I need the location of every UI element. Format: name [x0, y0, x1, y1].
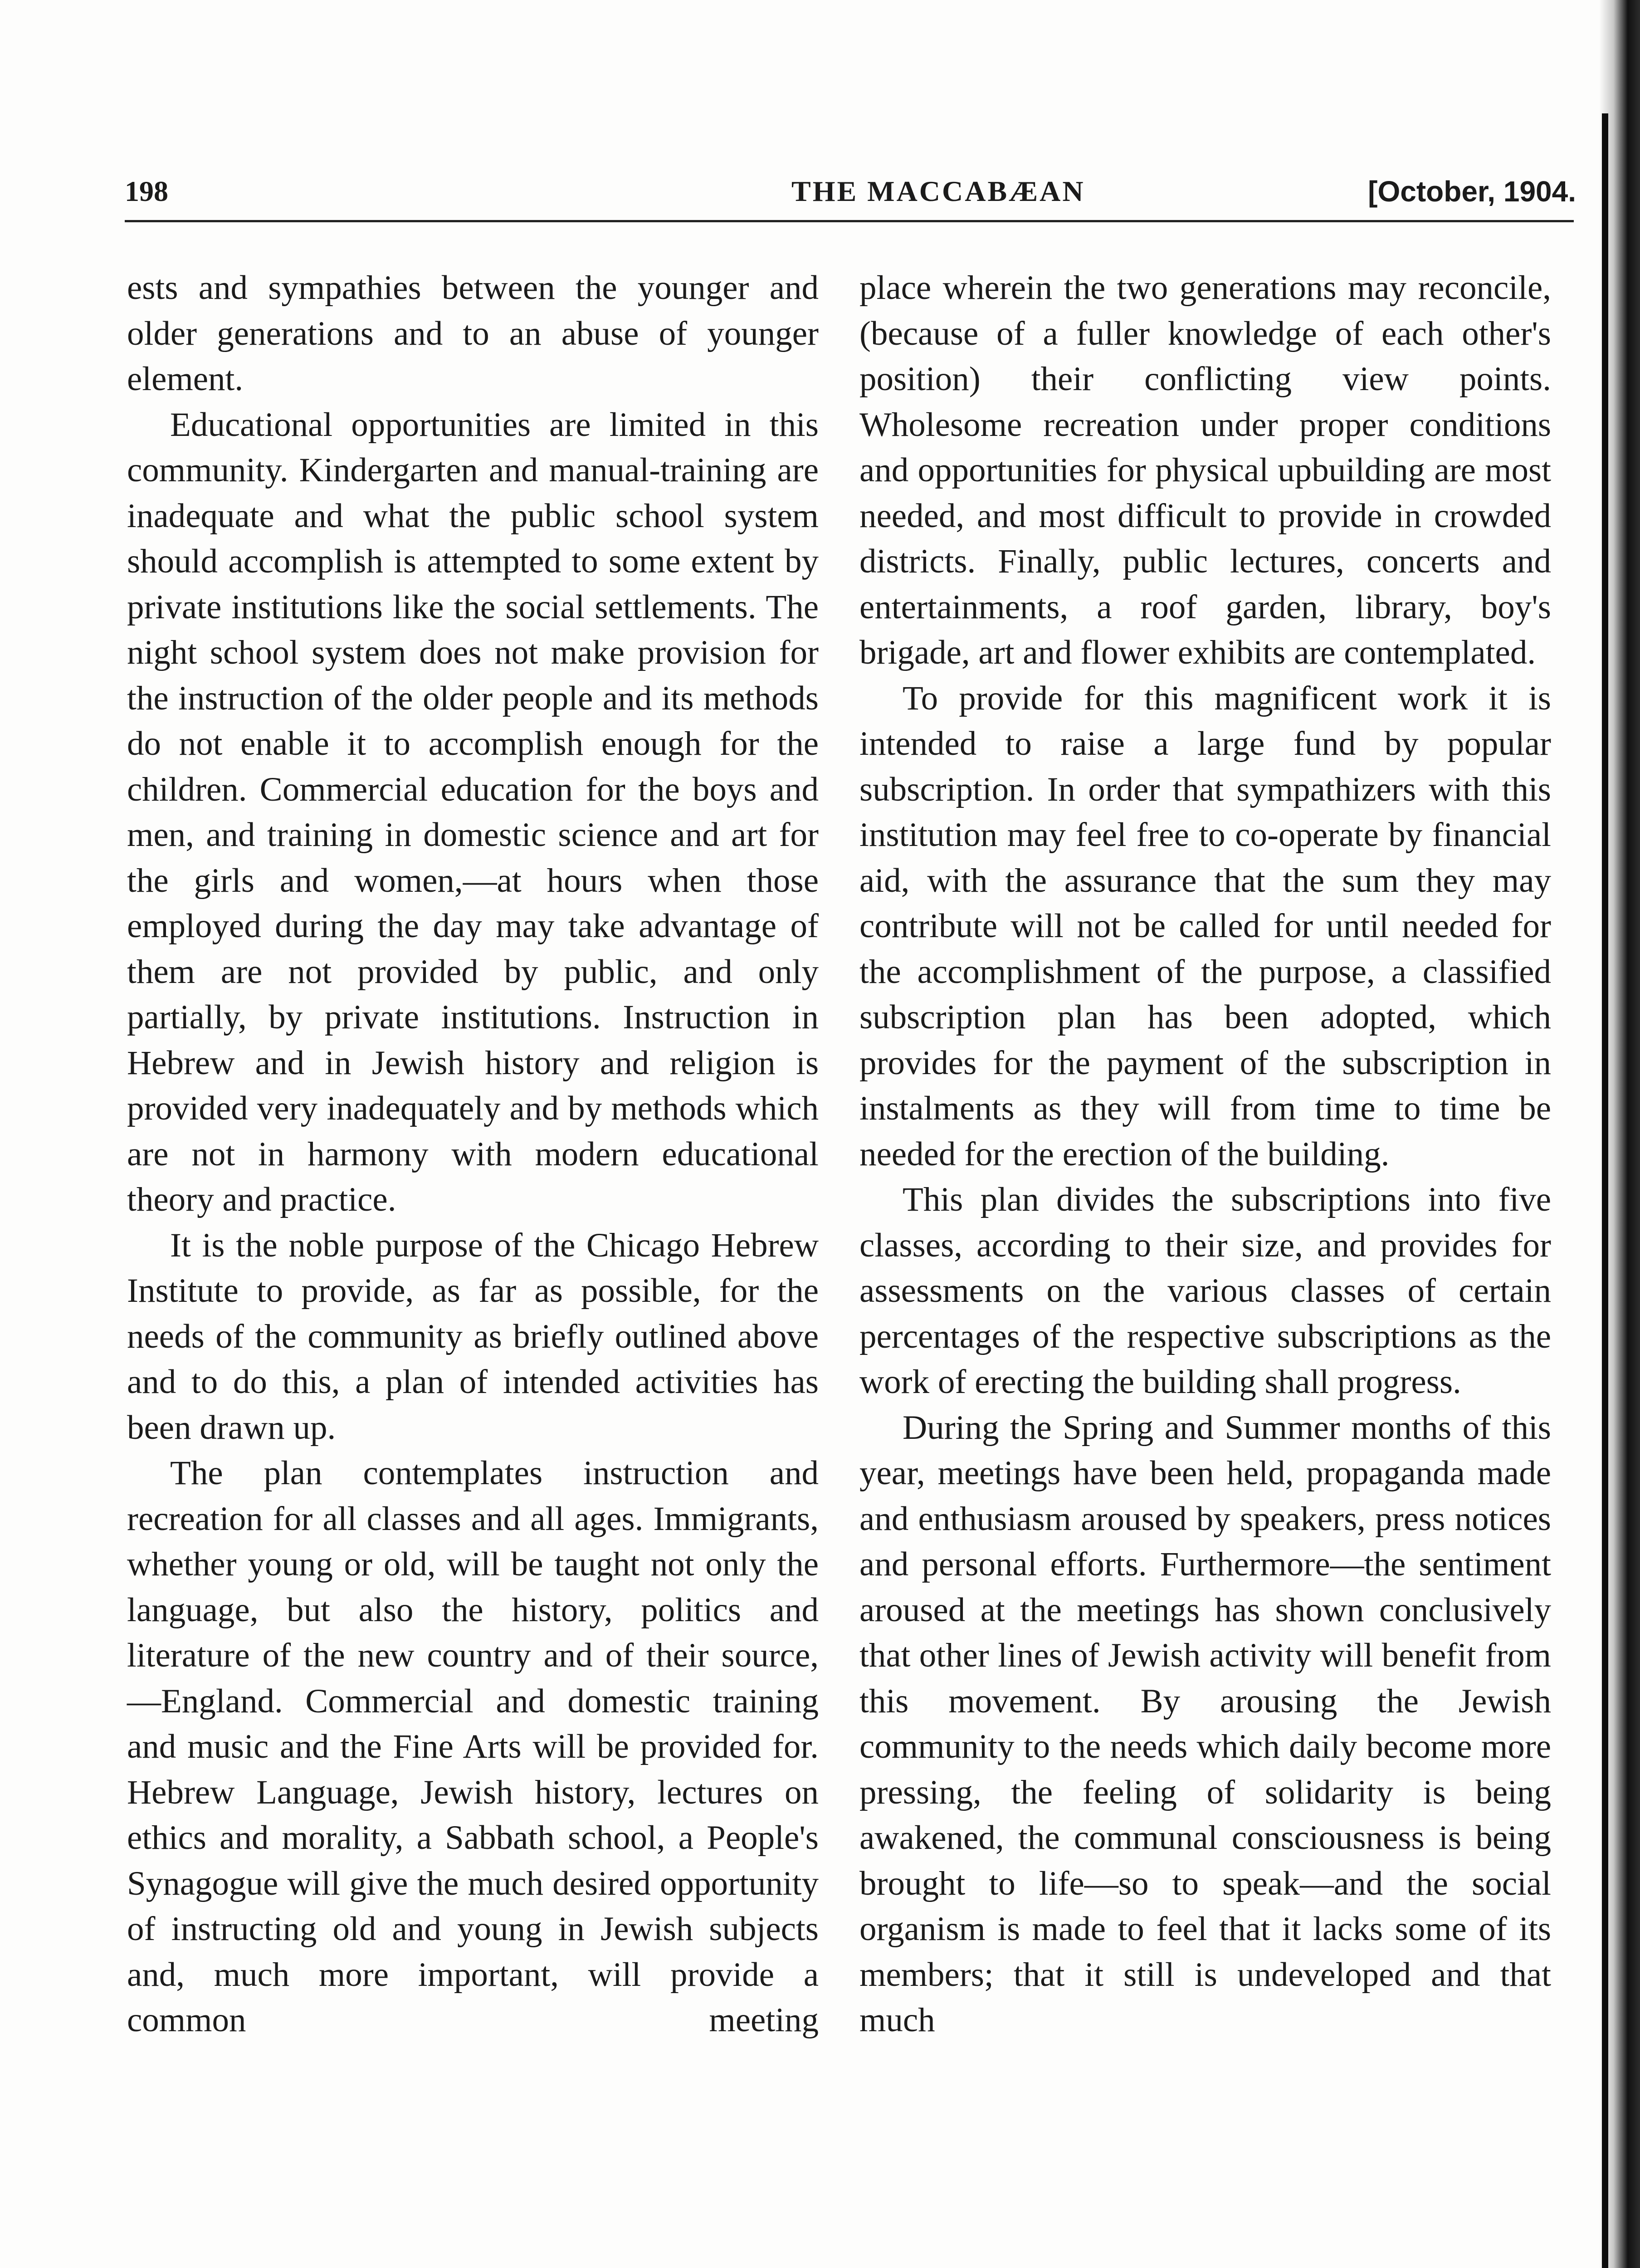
right-paragraph-3: This plan divides the subscriptions into five classes, according to their size, and provides for assessments on the various classes of certain percentages of the respective subscriptions as the work of erecting the building shall progress. — [859, 1181, 1551, 1401]
running-title: THE MACCABÆAN — [791, 175, 1085, 207]
header-rule — [125, 220, 1574, 222]
left-paragraph-1: ests and sympathies between the younger and older generations and to an abuse of younger element. — [127, 269, 819, 398]
page-edge-line — [1602, 113, 1608, 2268]
left-paragraph-3: It is the noble purpose of the Chicago Hebrew Institute to provide, as far as possible, for the needs of the community as briefly outlined above and to do this, a plan of intended activities has been drawn up. — [127, 1226, 819, 1447]
left-column — [127, 265, 819, 2043]
running-header — [125, 175, 1576, 215]
left-paragraph-2: Educational opportunities are limited in this community. Kindergarten and manual-training are inadequate and what the public school system should accomplish is attempted to some extent by private institutions like the social settlements. The night school system does not make provision for the instruction of the older people and its methods do not enable it to accomplish enough for the children. Commercial education for the boys and men, and training in domestic science and art for the girls and women,—at hours when those employed during the day may take advantage of them are not provided by public, and only partially, by private institutions. Instruction in Hebrew and in Jewish history and religion is provided very inadequately and by methods which are not in harmony with modern educational theory and practice. — [127, 406, 819, 1218]
right-paragraph-4: During the Spring and Summer months of this year, meetings have been held, propaganda made and enthusiasm aroused by speakers, press notices and personal efforts. Furthermore—the sentiment aroused at the meetings has shown conclusively that other lines of Jewish activity will benefit from this movement. By arousing the Jewish community to the needs which daily become more pressing, the feeling of solidarity is being awakened, the communal consciousness is being brought to life—so to speak—and the social organism is made to feel that it lacks some of its members; that it still is undeveloped and that much — [859, 1408, 1551, 2039]
page-number: 198 — [125, 175, 168, 207]
left-paragraph-4: The plan contemplates instruction and recreation for all classes and all ages. Immigrants, whether young or old, will be taught not only the language, but also the history, politics and literature of the new country and of their source,—England. Commercial and domestic training and music and the Fine Arts will be provided for. Hebrew Language, Jewish history, lectures on ethics and morality, a Sabbath school, a People's Synagogue will give the much desired opportunity of instructing old and young in Jewish subjects and, much more important, will provide a common meeting — [127, 1454, 819, 2039]
right-paragraph-2: To provide for this magnificent work it is intended to raise a large fund by popular subscription. In order that sympathizers with this institution may feel free to co-operate by financial aid, with the assurance that the sum they may contribute will not be called for until needed for the accomplishment of the purpose, a classified subscription plan has been adopted, which provides for the payment of the subscription in instalments as they will from time to time be needed for the erection of the building. — [859, 679, 1551, 1173]
right-column — [859, 265, 1551, 2043]
issue-date: [October, 1904. — [1368, 175, 1576, 208]
right-paragraph-1: place wherein the two generations may reconcile, (because of a fuller knowledge of each other's position) their conflicting view points. Wholesome recreation under proper conditions and opportunities for physical upbuilding are most needed, and most difficult to provide in crowded districts. Finally, public lectures, concerts and entertainments, a roof garden, library, boy's brigade, art and flower exhibits are contemplated. — [859, 269, 1551, 671]
